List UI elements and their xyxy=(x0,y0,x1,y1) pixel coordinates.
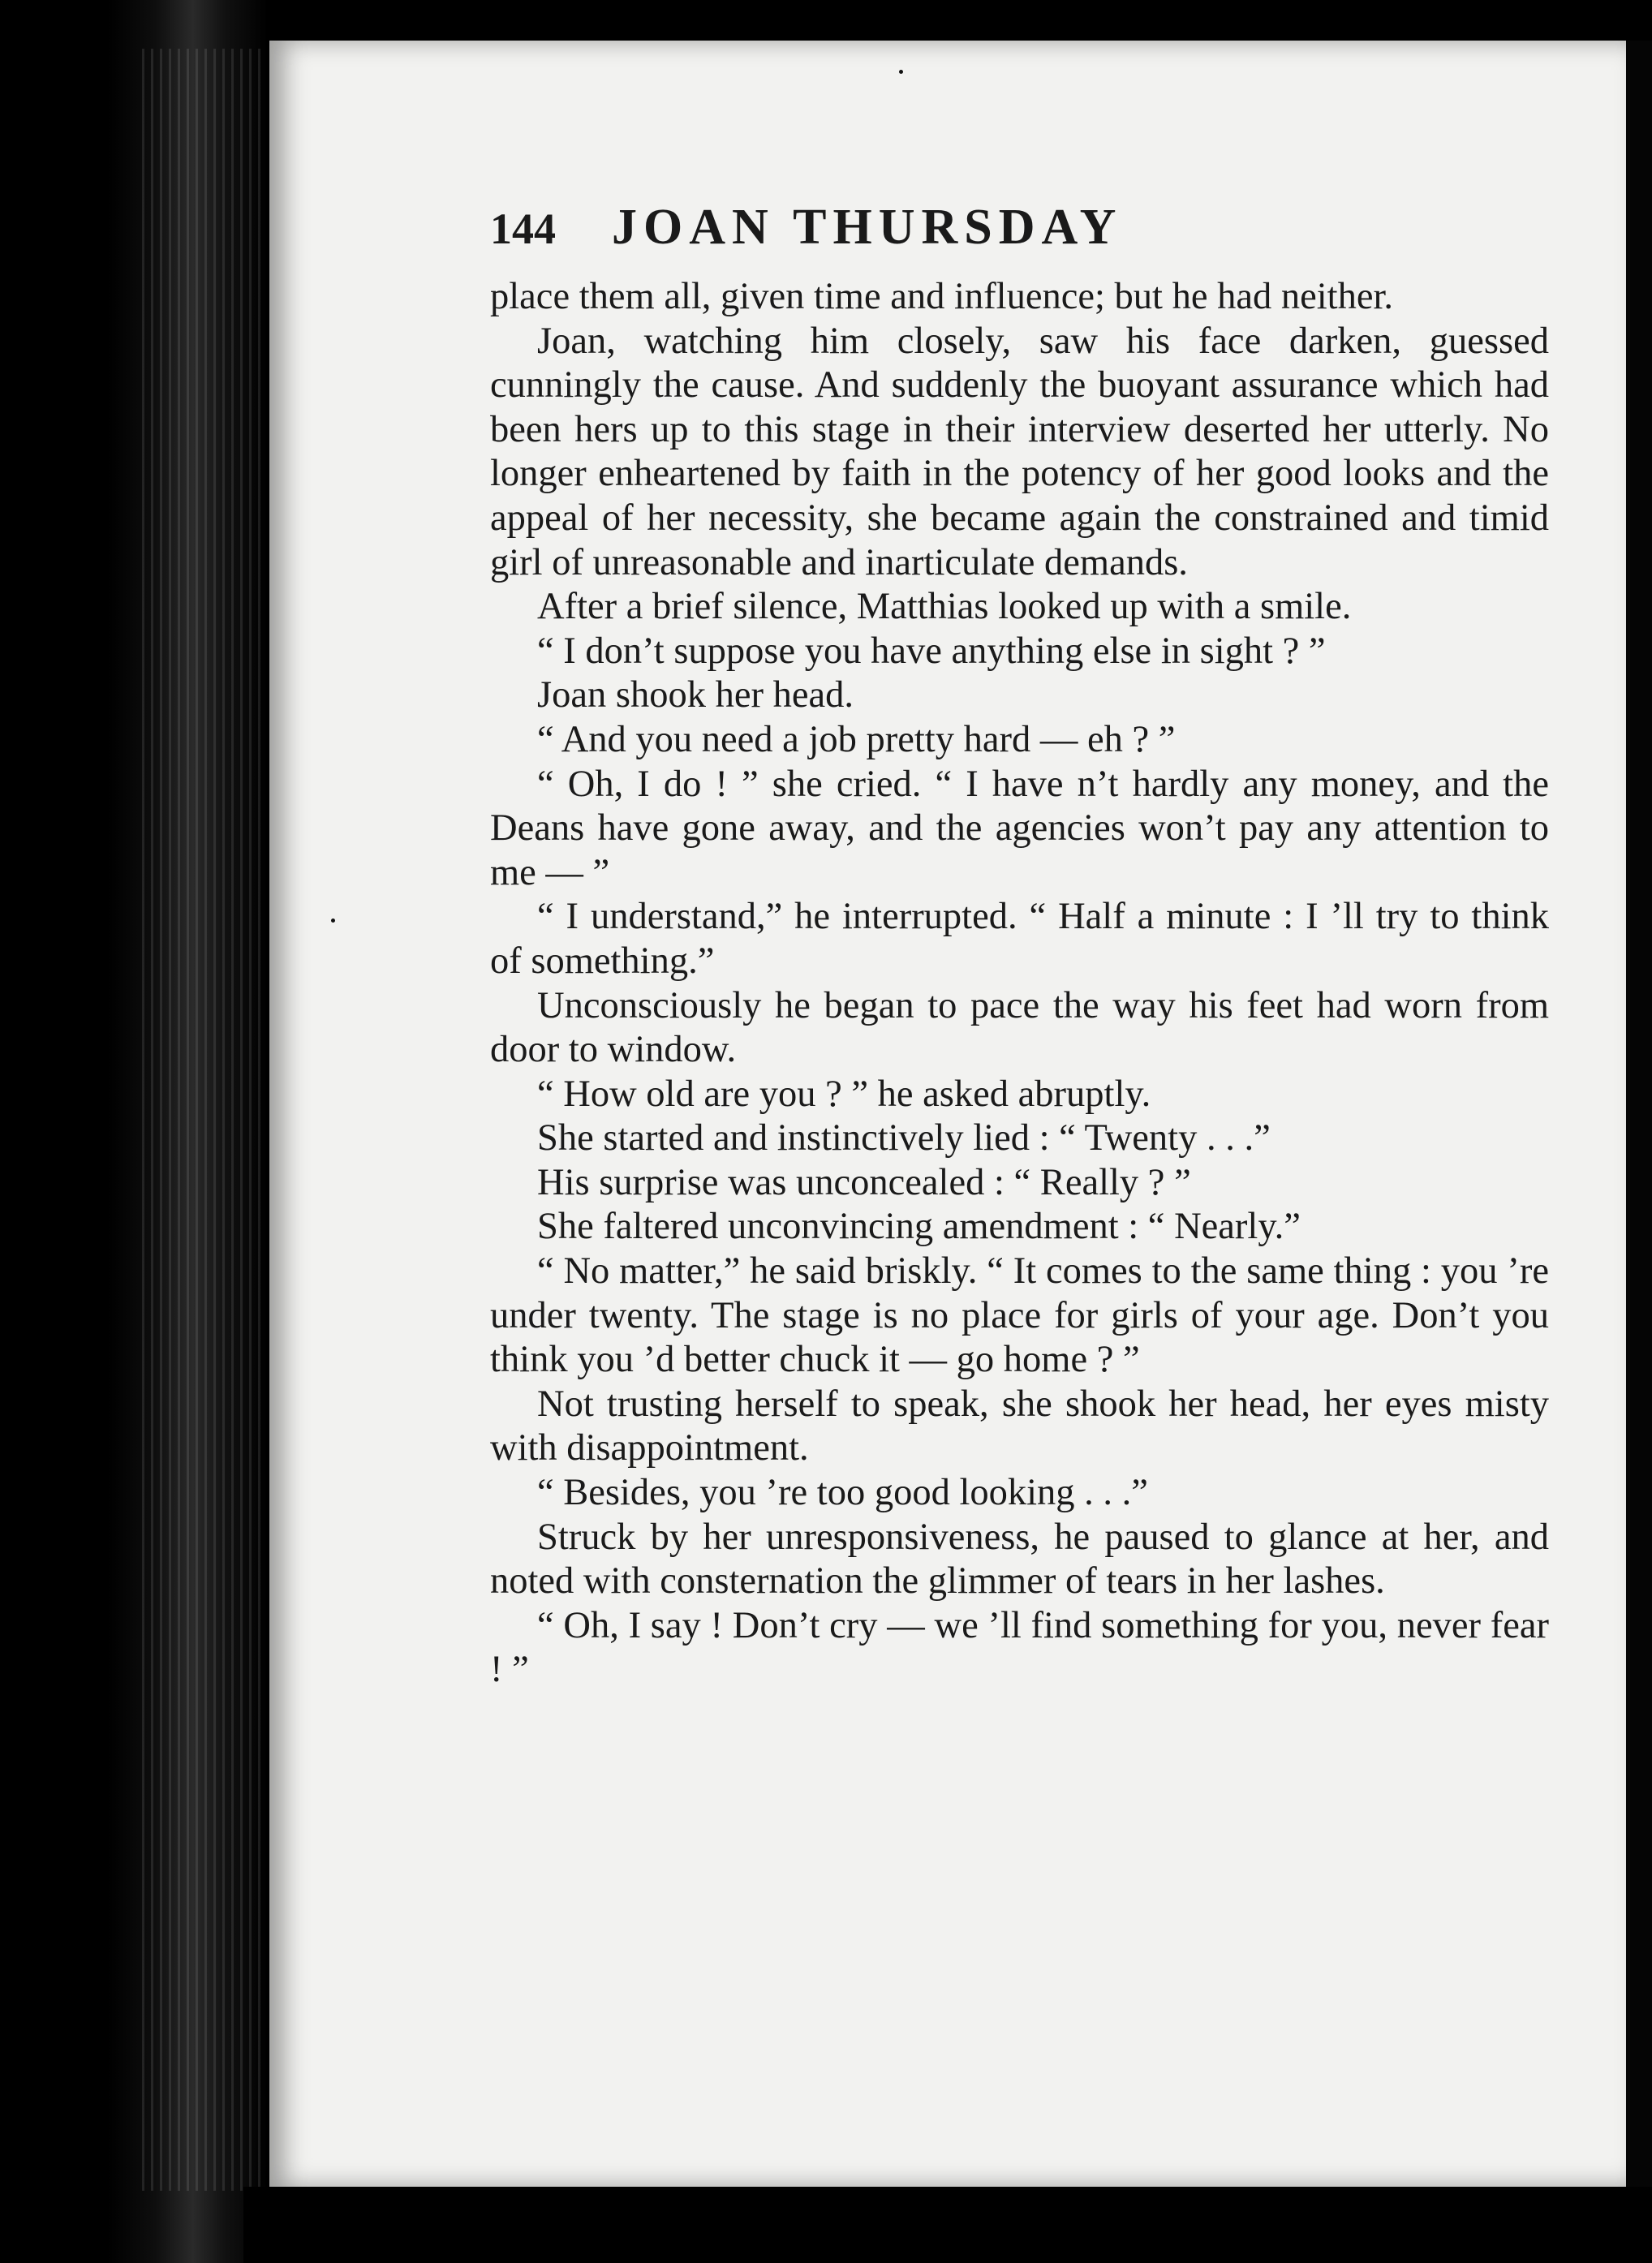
right-page-edge xyxy=(1626,41,1652,2263)
paragraph: “ Besides, you ’re too good looking . . .” xyxy=(537,1472,1148,1514)
paragraph: “ Oh, I say ! Don’t cry — we ’ll find something for you, never fear ! ” xyxy=(490,1604,1549,1691)
paragraph: “ I understand,” he interrupted. “ Half a minute : I ’ll try to think of something.” xyxy=(490,896,1549,982)
paragraph: Struck by her unresponsiveness, he paused to glance at her, and noted with consternation the glimmer of tears in her lashes. xyxy=(490,1516,1549,1603)
book-binding-shadow xyxy=(0,0,268,2263)
paragraph: After a brief silence, Matthias looked up with a smile. xyxy=(537,586,1352,628)
paragraph: Not trusting herself to speak, she shook her head, her eyes misty with disappointment. xyxy=(490,1383,1549,1469)
paragraph: “ I don’t suppose you have anything else in sight ? ” xyxy=(537,630,1326,672)
paragraph: She faltered unconvincing amendment : “ Nearly.” xyxy=(537,1206,1301,1248)
paragraph: Joan, watching him closely, saw his face darken, guessed cunningly the cause. And suddenly the buoyant assurance which had been hers up to this stage in their interview deserted her utterly. No longer enheartened by faith in the potency of her good looks and the appeal of her necessity, she became again the constrained and timid girl of unreasonable and inarticulate demands. xyxy=(490,320,1549,583)
ink-speck xyxy=(331,919,335,923)
paragraph: “ How old are you ? ” he asked abruptly. xyxy=(537,1073,1151,1115)
paragraph: “ Oh, I do ! ” she cried. “ I have n’t hardly any money, and the Deans have gone away, and the agencies won’t pay any attention to me — ” xyxy=(490,763,1549,893)
page-edges-texture xyxy=(142,49,264,2191)
running-header xyxy=(490,199,1549,269)
running-title: JOAN THURSDAY xyxy=(612,200,1123,255)
paragraph: Unconsciously he began to pace the way his feet had worn from door to window. xyxy=(490,984,1549,1071)
page-number: 144 xyxy=(490,204,556,253)
ink-speck xyxy=(899,70,903,74)
paragraph: place them all, given time and influence; but he had neither. xyxy=(490,276,1394,317)
paragraph: “ No matter,” he said briskly. “ It comes to the same thing : you ’re under twenty. The stage is no place for girls of your age. Don’t you think you ’d better chuck it — go home ? ” xyxy=(490,1250,1549,1381)
body-text xyxy=(490,275,1549,1693)
paragraph: His surprise was unconcealed : “ Really ? ” xyxy=(537,1161,1191,1203)
paragraph: “ And you need a job pretty hard — eh ? ” xyxy=(537,718,1176,760)
page-text-block xyxy=(490,199,1549,1693)
bottom-border xyxy=(243,2187,1652,2263)
paragraph: She started and instinctively lied : “ Twenty . . .” xyxy=(537,1117,1271,1159)
paragraph: Joan shook her head. xyxy=(537,674,854,716)
